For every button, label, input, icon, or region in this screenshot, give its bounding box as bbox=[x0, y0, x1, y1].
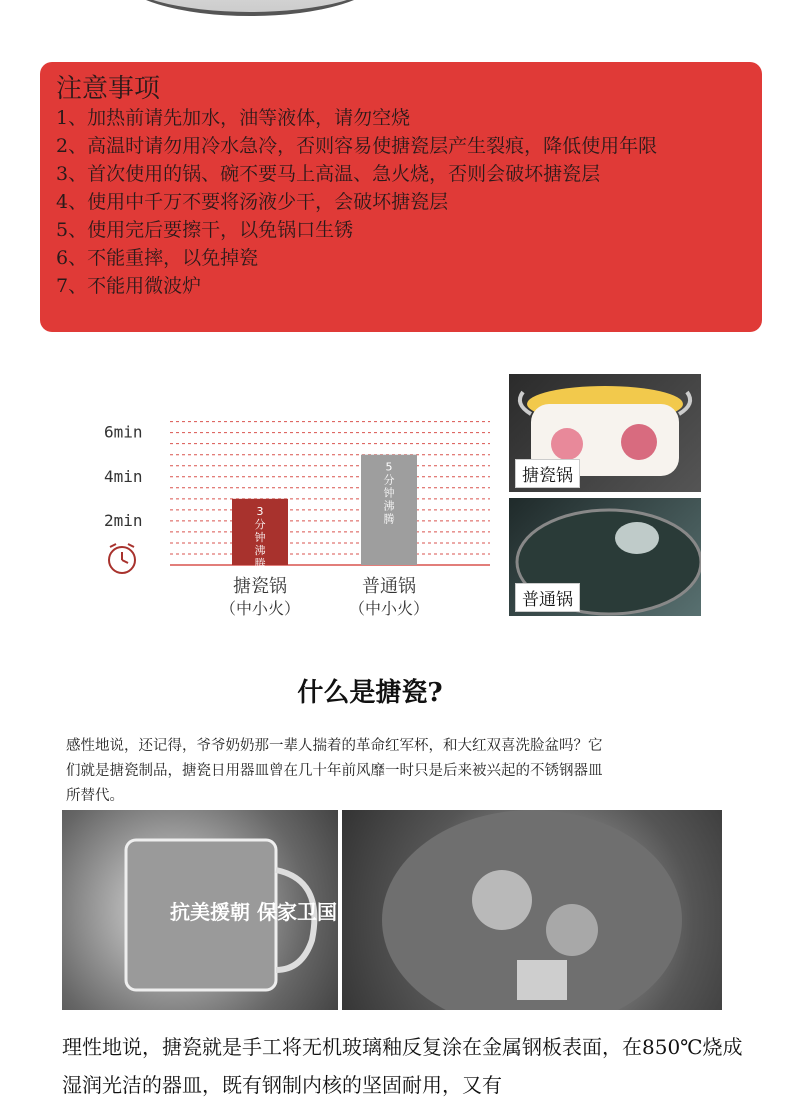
bar-data-label: 沸 bbox=[254, 543, 266, 557]
body-paragraph: 理性地说，搪瓷就是手工将无机玻璃釉反复涂在金属钢板表面，在850℃烧成湿润光洁的器皿，既有钢制内核的坚固耐用，又有 bbox=[62, 1035, 743, 1097]
notice-list bbox=[56, 104, 657, 300]
enamel-mug-photo bbox=[62, 810, 338, 1010]
enamel-pot-photo bbox=[509, 374, 701, 492]
section-title: 什么是搪瓷? bbox=[297, 678, 443, 708]
y-tick-label: 2min bbox=[104, 510, 143, 530]
normal-pot-photo bbox=[509, 498, 701, 616]
intro-paragraph: 感性地说，还记得，爷爷奶奶那一辈人揣着的革命红军杯，和大红双喜洗脸盆吗？它们就是搪瓷制品，搪瓷日用器皿曾在几十年前风靡一时只是后来被兴起的不锈钢器皿所替代。 bbox=[66, 738, 603, 804]
bar-data-label: 5 bbox=[385, 460, 393, 474]
notice-item: 2、高温时请勿用冷水急冷，否则容易使搪瓷层产生裂痕，降低使用年限 bbox=[56, 135, 658, 157]
boil-time-chart-svg bbox=[90, 400, 510, 630]
notice-title: 注意事项 bbox=[56, 74, 161, 104]
enamel-basin-photo bbox=[342, 810, 722, 1010]
y-tick-label: 4min bbox=[104, 466, 143, 486]
category-label: 搪瓷锅 bbox=[233, 576, 287, 597]
bar-data-label: 分 bbox=[383, 473, 395, 487]
bar-data-label: 钟 bbox=[383, 486, 395, 500]
y-tick-label: 6min bbox=[104, 422, 143, 442]
mug-slogan: 抗美援朝 保家卫国 bbox=[170, 900, 337, 924]
normal-pot-label: 普通锅 bbox=[515, 583, 580, 612]
notice-item: 3、首次使用的锅、碗不要马上高温、急火烧，否则会破坏搪瓷层 bbox=[56, 163, 601, 185]
bar-data-label: 分 bbox=[254, 517, 266, 531]
notice-item: 6、不能重摔，以免掉瓷 bbox=[56, 247, 259, 269]
basin-illustration bbox=[342, 810, 722, 1010]
bar-data-label: 沸 bbox=[383, 499, 395, 513]
bar-data-label: 钟 bbox=[254, 530, 266, 544]
notice-item: 5、使用完后要擦干，以免锅口生锈 bbox=[56, 219, 354, 241]
alarm-clock-icon bbox=[109, 544, 135, 573]
notice-item: 1、加热前请先加水，油等液体，请勿空烧 bbox=[56, 107, 411, 129]
notice-panel bbox=[40, 62, 762, 332]
notice-item: 7、不能用微波炉 bbox=[56, 275, 202, 297]
boil-time-chart bbox=[90, 400, 510, 630]
pot-bottom-image bbox=[120, 0, 380, 16]
category-note: （中小火） bbox=[219, 599, 301, 618]
bar-data-label: 腾 bbox=[254, 556, 266, 570]
notice-item: 4、使用中千万不要将汤液少干，会破坏搪瓷层 bbox=[56, 191, 449, 213]
bar-data-label: 腾 bbox=[383, 512, 395, 526]
bar-data-label: 3 bbox=[256, 504, 264, 518]
category-note: （中小火） bbox=[348, 599, 430, 618]
enamel-pot-label: 搪瓷锅 bbox=[515, 459, 580, 488]
category-label: 普通锅 bbox=[362, 576, 416, 597]
